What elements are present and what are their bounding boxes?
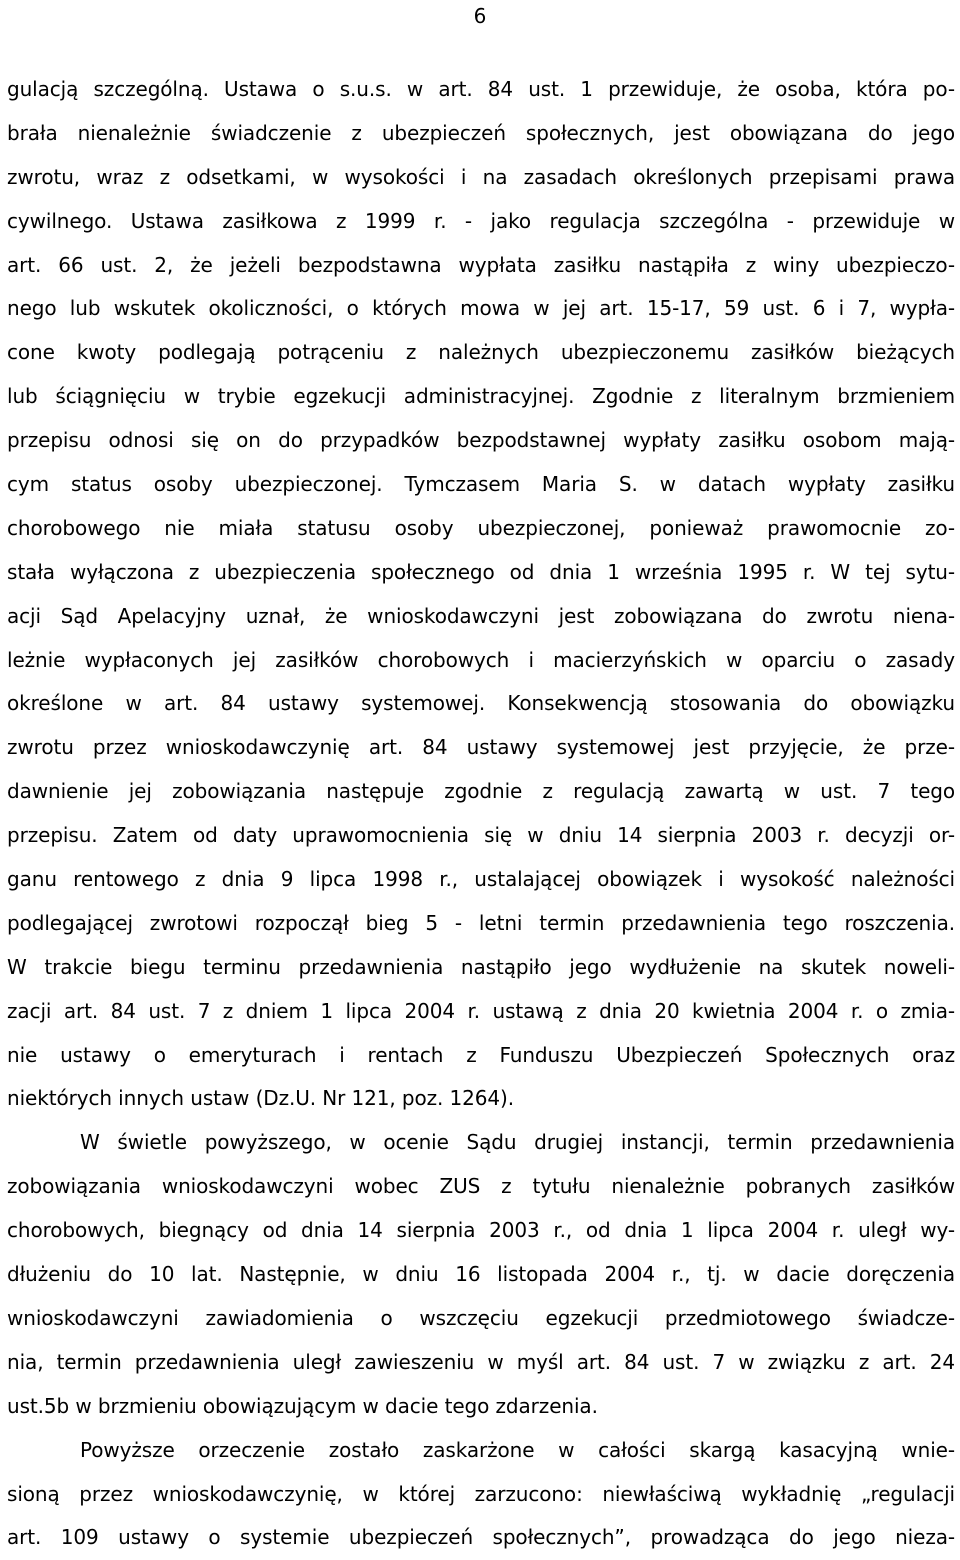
text-line: cym status osoby ubezpieczonej. Tymczasem Maria S. w datach wypłaty zasiłku bbox=[7, 472, 955, 497]
text-line: określone w art. 84 ustawy systemowej. Konsekwencją stosowania do obowiązku bbox=[7, 691, 955, 716]
text-line: ganu rentowego z dnia 9 lipca 1998 r., ustalającej obowiązek i wysokość należności bbox=[7, 867, 955, 892]
text-line: art. 109 ustawy o systemie ubezpieczeń społecznych”, prowadząca do jego nieza- bbox=[7, 1525, 955, 1550]
text-line: dawnienie jej zobowiązania następuje zgodnie z regulacją zawartą w ust. 7 tego bbox=[7, 779, 955, 804]
text-line: brała nienależnie świadczenie z ubezpieczeń społecznych, jest obowiązana do jego bbox=[7, 120, 955, 145]
text-line: sioną przez wnioskodawczynię, w której zarzucono: niewłaściwą wykładnię „regulacji bbox=[7, 1481, 955, 1506]
text-line: lub ściągnięciu w trybie egzekucji administracyjnej. Zgodnie z literalnym brzmieniem bbox=[7, 384, 955, 409]
text-line: W świetle powyższego, w ocenie Sądu drugiej instancji, termin przedawnienia bbox=[80, 1130, 955, 1155]
text-line: chorobowych, biegnący od dnia 14 sierpnia 2003 r., od dnia 1 lipca 2004 r. uległ wy- bbox=[7, 1218, 955, 1243]
text-line: nia, termin przedawnienia uległ zawieszeniu w myśl art. 84 ust. 7 w związku z art. 24 bbox=[7, 1349, 955, 1374]
document-body bbox=[7, 68, 955, 1560]
text-line: przepisu. Zatem od daty uprawomocnienia się w dniu 14 sierpnia 2003 r. decyzji or- bbox=[7, 823, 955, 848]
text-line: nie ustawy o emeryturach i rentach z Funduszu Ubezpieczeń Społecznych oraz bbox=[7, 1042, 955, 1067]
text-line: acji Sąd Apelacyjny uznał, że wnioskodawczyni jest zobowiązana do zwrotu niena- bbox=[7, 603, 955, 628]
text-line: podlegającej zwrotowi rozpoczął bieg 5 - letni termin przedawnienia tego roszczenia. bbox=[7, 910, 955, 935]
text-line: cywilnego. Ustawa zasiłkowa z 1999 r. - jako regulacja szczególna - przewiduje w bbox=[7, 208, 955, 233]
text-line: chorobowego nie miała statusu osoby ubezpieczonej, ponieważ prawomocnie zo- bbox=[7, 515, 955, 540]
text-line: ust.5b w brzmieniu obowiązującym w dacie tego zdarzenia. bbox=[7, 1393, 598, 1418]
page-number: 6 bbox=[473, 4, 487, 28]
text-line: stała wyłączona z ubezpieczenia społecznego od dnia 1 września 1995 r. W tej sytu- bbox=[7, 559, 955, 584]
paragraph-1 bbox=[7, 68, 955, 1121]
text-line: W trakcie biegu terminu przedawnienia nastąpiło jego wydłużenie na skutek noweli- bbox=[7, 954, 955, 979]
text-line: gulacją szczególną. Ustawa o s.u.s. w art. 84 ust. 1 przewiduje, że osoba, która po- bbox=[7, 77, 955, 101]
text-line: przepisu odnosi się on do przypadków bezpodstawnej wypłaty zasiłku osobom mają- bbox=[7, 428, 955, 453]
text-line: zobowiązania wnioskodawczyni wobec ZUS z tytułu nienależnie pobranych zasiłków bbox=[7, 1174, 955, 1199]
text-line: leżnie wypłaconych jej zasiłków chorobowych i macierzyńskich w oparciu o zasady bbox=[7, 647, 955, 672]
text-line: wnioskodawczyni zawiadomienia o wszczęciu egzekucji przedmiotowego świadcze- bbox=[7, 1305, 955, 1330]
text-line: Powyższe orzeczenie zostało zaskarżone w całości skargą kasacyjną wnie- bbox=[80, 1437, 955, 1462]
text-line: zwrotu, wraz z odsetkami, w wysokości i na zasadach określonych przepisami prawa bbox=[7, 164, 955, 189]
text-line: art. 66 ust. 2, że jeżeli bezpodstawna wypłata zasiłku nastąpiła z winy ubezpieczo- bbox=[7, 252, 955, 277]
text-line: dłużeniu do 10 lat. Następnie, w dniu 16 listopada 2004 r., tj. w dacie doręczenia bbox=[7, 1262, 955, 1287]
paragraph-2 bbox=[7, 1121, 955, 1428]
text-line: zacji art. 84 ust. 7 z dniem 1 lipca 2004 r. ustawą z dnia 20 kwietnia 2004 r. o zmia- bbox=[7, 998, 955, 1023]
text-line: niektórych innych ustaw (Dz.U. Nr 121, poz. 1264). bbox=[7, 1086, 515, 1111]
paragraph-3 bbox=[7, 1429, 955, 1560]
text-line: nego lub wskutek okoliczności, o których mowa w jej art. 15-17, 59 ust. 6 i 7, wypła- bbox=[7, 296, 955, 321]
text-line: cone kwoty podlegają potrąceniu z należnych ubezpieczonemu zasiłków bieżących bbox=[7, 340, 955, 365]
text-line: zwrotu przez wnioskodawczynię art. 84 ustawy systemowej jest przyjęcie, że prze- bbox=[7, 735, 955, 760]
